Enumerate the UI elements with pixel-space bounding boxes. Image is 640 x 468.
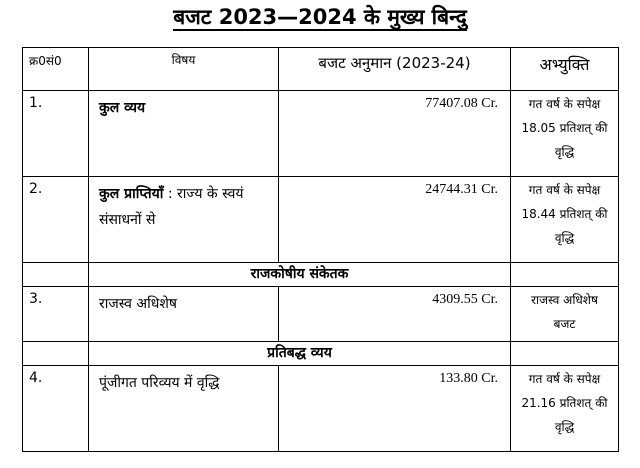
remark-line: 21.16 प्रतिशत् की <box>521 396 608 410</box>
row-subject <box>89 177 279 263</box>
row-serial: 2. <box>23 177 89 263</box>
section-row <box>23 342 619 366</box>
remark-line: गत वर्ष के सपेक्ष <box>528 372 601 386</box>
row-subject <box>89 366 279 452</box>
remark-line: वृद्धि <box>554 420 575 434</box>
empty-cell <box>511 263 619 287</box>
remark-line: वृद्धि <box>554 231 575 245</box>
remark-line: 18.05 प्रतिशत् की <box>521 121 608 135</box>
page-title: बजट 2023—2024 के मुख्य बिन्दु <box>173 5 467 29</box>
header-remark: अभ्युक्ति <box>511 48 619 91</box>
row-subject-rest: पूंजीगत परिव्यय में वृद्धि <box>99 375 220 391</box>
remark-line: 18.44 प्रतिशत् की <box>521 207 608 221</box>
header-subject: विषय <box>89 48 279 91</box>
table-row <box>23 177 619 263</box>
row-amount: 4309.55 Cr. <box>279 287 511 342</box>
row-subject-rest: : राज्य के स्वयं संसाधनों से <box>99 186 244 228</box>
row-subject-bold: कुल व्यय <box>99 100 146 116</box>
header-serial: क्र0सं0 <box>23 48 89 91</box>
row-subject-bold: कुल प्राप्तियाँ <box>99 186 164 202</box>
row-remark <box>511 91 619 177</box>
empty-cell <box>23 263 89 287</box>
row-amount: 133.80 Cr. <box>279 366 511 452</box>
row-serial: 1. <box>23 91 89 177</box>
row-remark <box>511 366 619 452</box>
row-amount: 24744.31 Cr. <box>279 177 511 263</box>
row-subject-rest: राजस्व अधिशेष <box>99 296 177 312</box>
empty-cell <box>511 342 619 366</box>
row-subject <box>89 287 279 342</box>
table-row <box>23 287 619 342</box>
table-row <box>23 366 619 452</box>
section-label-fiscal: राजकोषीय संकेतक <box>89 263 511 287</box>
row-remark <box>511 177 619 263</box>
remark-line: गत वर्ष के सपेक्ष <box>528 97 601 111</box>
table-row <box>23 91 619 177</box>
remark-line: बजट <box>553 317 576 331</box>
empty-cell <box>23 342 89 366</box>
row-remark <box>511 287 619 342</box>
row-subject <box>89 91 279 177</box>
row-serial: 4. <box>23 366 89 452</box>
section-label-committed: प्रतिबद्ध व्यय <box>89 342 511 366</box>
header-estimate: बजट अनुमान (2023-24) <box>279 48 511 91</box>
remark-line: राजस्व अधिशेष <box>531 293 598 307</box>
row-amount: 77407.08 Cr. <box>279 91 511 177</box>
budget-table <box>22 47 619 452</box>
row-serial: 3. <box>23 287 89 342</box>
remark-line: वृद्धि <box>554 145 575 159</box>
table-header-row <box>23 48 619 91</box>
remark-line: गत वर्ष के सपेक्ष <box>528 183 601 197</box>
section-row <box>23 263 619 287</box>
